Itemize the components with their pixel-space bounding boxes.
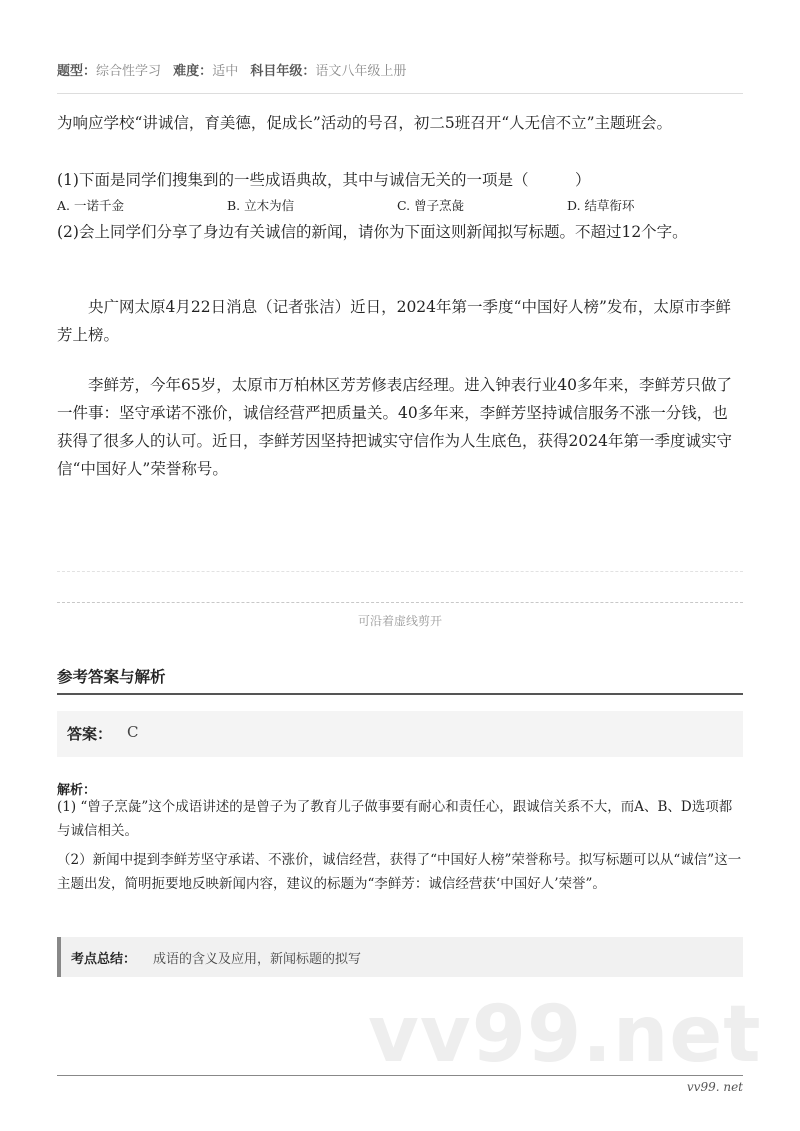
analysis-part-1: (1) “曾子烹彘”这个成语讲述的是曾子为了教育儿子做事要有耐心和责任心，跟诚信关系不大，而A、B、D选项都与诚信相关。 <box>57 799 733 839</box>
summary-value: 成语的含义及应用，新闻标题的拟写 <box>153 952 362 967</box>
summary-label: 考点总结： <box>71 952 137 967</box>
cut-line <box>57 602 743 603</box>
answer-value: C <box>127 723 139 741</box>
question-1-options <box>57 196 743 216</box>
difficulty-label: 难度： <box>173 64 213 79</box>
meta-divider <box>57 93 743 94</box>
news-paragraph-2: 李鲜芳，今年65岁，太原市万柏林区芳芳修表店经理。进入钟表行业40多年来，李鲜芳只做了一件事：坚守承诺不涨价，诚信经营严把质量关。40多年来，李鲜芳坚持诚信服务不涨一分钱，也获得了很多人的认可。近日，李鲜芳因坚持把诚实守信作为人生底色，获得2024年第一季度诚实守信“中国好人”荣誉称号。 <box>57 376 732 478</box>
analysis-label: 解析： <box>57 783 97 798</box>
option-c: C. 曾子烹彘 <box>397 198 465 213</box>
question-intro: 为响应学校“讲诚信，育美德，促成长”活动的号召，初二5班召开“人无信不立”主题班会。 <box>57 114 673 132</box>
question-1: (1)下面是同学们搜集到的一些成语典故，其中与诚信无关的一项是（ ） <box>57 171 591 189</box>
watermark: vv99.net <box>368 990 762 1080</box>
answer-label: 答案： <box>67 725 113 743</box>
question-meta <box>57 62 743 82</box>
question-2: (2)会上同学们分享了身边有关诚信的新闻，请你为下面这则新闻拟写标题。不超过12个字。 <box>57 223 688 241</box>
answer-section-title: 参考答案与解析 <box>57 668 166 686</box>
difficulty-value: 适中 <box>212 64 239 79</box>
option-b: B. 立木为信 <box>227 198 295 213</box>
subject-label: 科目年级： <box>250 64 316 79</box>
analysis-part-2: （2）新闻中提到李鲜芳坚守承诺、不涨价，诚信经营，获得了“中国好人榜”荣誉称号。拟写标题可以从“诚信”这一主题出发，简明扼要地反映新闻内容，建议的标题为“李鲜芳：诚信经营获‘中国好人’荣誉”。 <box>57 852 742 892</box>
answer-title-divider <box>57 693 743 695</box>
footer-divider <box>57 1075 743 1076</box>
type-label: 题型： <box>57 64 97 79</box>
subject-value: 语文八年级上册 <box>315 64 407 79</box>
footer-site: vv99. net <box>686 1080 743 1094</box>
type-value: 综合性学习 <box>96 64 162 79</box>
news-paragraph-1: 央广网太原4月22日消息（记者张洁）近日，2024年第一季度“中国好人榜”发布，太原市李鲜芳上榜。 <box>57 298 731 344</box>
option-d: D. 结草衔环 <box>567 198 635 213</box>
dashed-line-light <box>57 571 743 572</box>
answer-box <box>57 711 743 757</box>
option-a: A. 一诺千金 <box>57 198 124 213</box>
key-points-summary <box>57 937 743 977</box>
cut-hint: 可沿着虚线剪开 <box>357 614 442 628</box>
